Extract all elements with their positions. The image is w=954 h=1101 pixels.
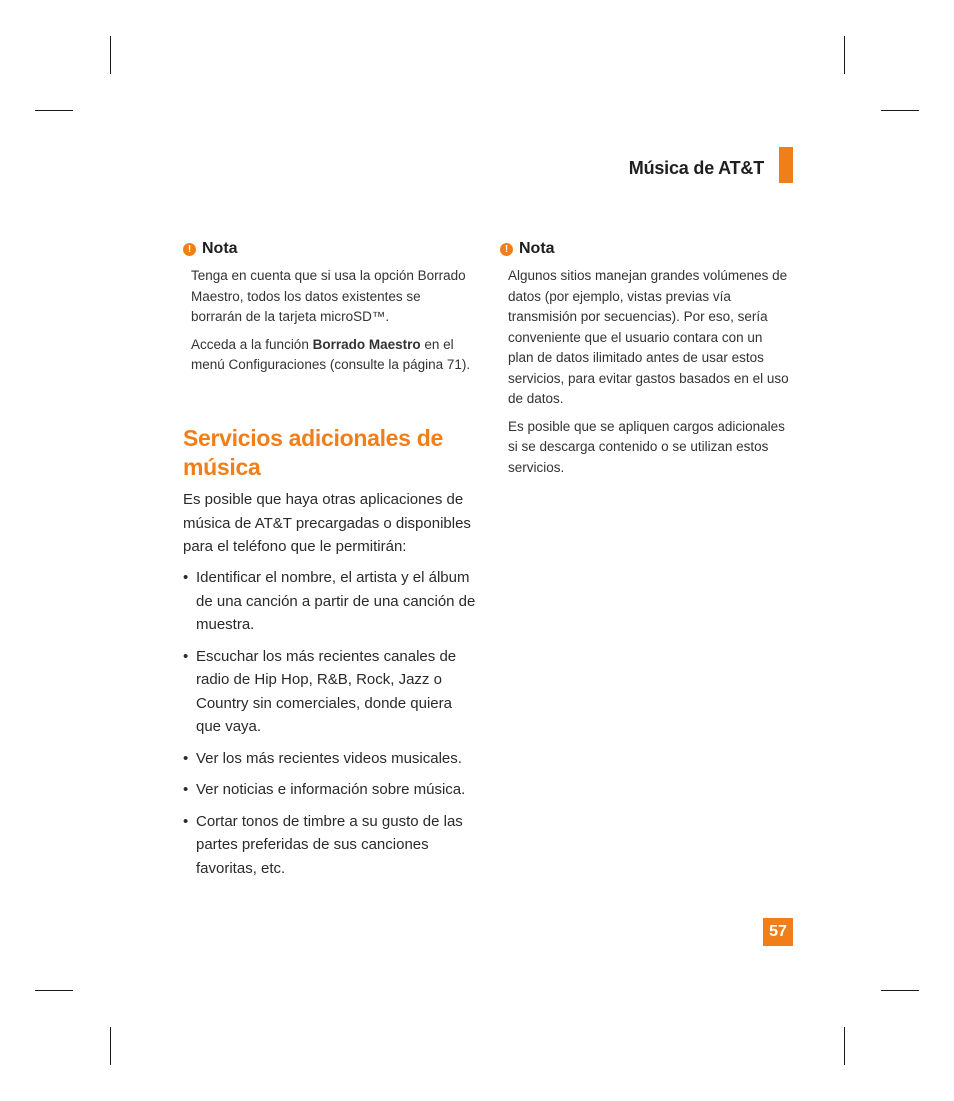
page-number: 57	[763, 918, 793, 946]
section-tab-marker	[779, 147, 793, 183]
list-item	[183, 645, 478, 739]
list-item	[183, 778, 478, 802]
section-heading: Servicios adicionales de música	[183, 425, 443, 480]
right-note-title: Nota	[519, 240, 555, 257]
crop-mark	[881, 110, 919, 111]
right-note-paragraph-2: Es posible que se apliquen cargos adicionales si se descarga contenido o se utilizan estos servicios.	[508, 418, 785, 475]
crop-mark	[35, 990, 73, 991]
alert-circle-icon: !	[183, 243, 196, 256]
bullet-icon: •	[183, 569, 189, 586]
page-header-title: Música de AT&T	[628, 158, 764, 178]
list-item	[183, 747, 478, 771]
right-note-header	[500, 240, 790, 258]
bullet-icon: •	[183, 647, 189, 665]
left-note-paragraph-2	[191, 335, 473, 376]
crop-mark	[110, 36, 111, 74]
crop-mark	[844, 36, 845, 74]
list-item-text: Cortar tonos de timbre a su gusto de las partes preferidas de sus canciones favoritas, etc.	[196, 812, 463, 877]
right-note	[500, 240, 790, 485]
crop-mark	[844, 1027, 845, 1065]
alert-circle-icon: !	[500, 243, 513, 256]
list-item-text: Ver noticias e información sobre música.	[196, 781, 466, 798]
left-note-paragraph-2-start: Acceda a la función	[191, 336, 313, 352]
bullet-icon: •	[183, 781, 189, 798]
crop-mark	[35, 110, 73, 111]
list-item-text: Identificar el nombre, el artista y el álbum de una canción a partir de una canción de muestra.	[196, 569, 476, 633]
crop-mark	[110, 1027, 111, 1065]
right-note-paragraph-1: Algunos sitios manejan grandes volúmenes de datos (por ejemplo, vistas previas vía transmisión por secuencias). Por eso, sería conveniente que el usuario contara con un plan de datos ilimitado antes de usar estos servicios, para evitar gastos basados en el uso de datos.	[508, 268, 789, 406]
left-note-body	[183, 266, 473, 376]
right-note-body	[500, 266, 790, 478]
list-item	[183, 566, 478, 637]
left-note	[183, 240, 473, 383]
crop-mark	[881, 990, 919, 991]
list-item-text: Escuchar los más recientes canales de radio de Hip Hop, R&B, Rock, Jazz o Country sin comerciales, donde quiera que vaya.	[196, 647, 457, 735]
left-note-paragraph-2-end: en el menú Configuraciones (consulte la página 71).	[191, 336, 471, 372]
feature-list	[183, 566, 478, 888]
section-intro: Es posible que haya otras aplicaciones de música de AT&T precargadas o disponibles para el teléfono que le permitirán:	[183, 491, 471, 555]
left-note-bold-term: Borrado Maestro	[312, 336, 421, 352]
left-note-header	[183, 240, 473, 258]
left-note-paragraph-1: Tenga en cuenta que si usa la opción Borrado Maestro, todos los datos existentes se borrarán de la tarjeta microSD™.	[191, 268, 466, 324]
list-item	[183, 810, 478, 881]
bullet-icon: •	[183, 812, 189, 830]
bullet-icon: •	[183, 749, 189, 767]
left-note-title: Nota	[202, 240, 238, 257]
list-item-text: Ver los más recientes videos musicales.	[196, 749, 462, 767]
